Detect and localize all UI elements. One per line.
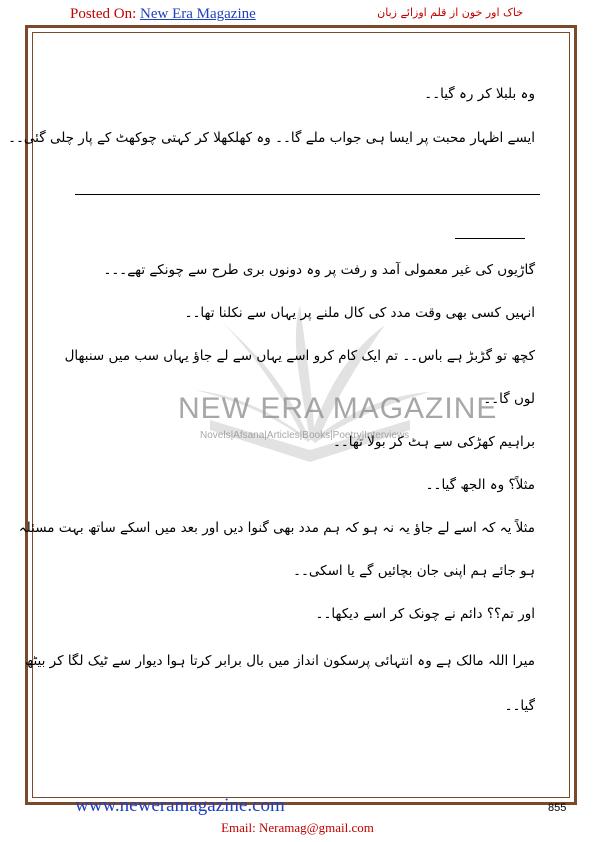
website-link[interactable]: www.neweramagazine.com xyxy=(75,795,285,816)
body-line: مثلاً؟ وہ الجھ گیا۔۔ xyxy=(425,477,535,493)
body-line: مثلاً یہ کہ اسے لے جاؤ یہ نہ ہو کہ ہم مدد بھی گنوا دیں اور بعد میں اسکے ساتھ بہت مسئلہ xyxy=(18,520,535,536)
posted-prefix: Posted On: xyxy=(70,6,141,22)
body-line: میرا اللہ مالک ہے وہ انتہائی پرسکون انداز میں بال برابر کرتا ہوا دیوار سے ٹیک لگا کر بیٹھ xyxy=(24,653,535,669)
body-line: ہو جائے ہم اپنی جان بچائیں گے یا اسکی۔۔ xyxy=(293,563,535,579)
body-line: لوں گا۔۔ xyxy=(483,391,535,407)
body-line: وہ بلبلا کر رہ گیا۔۔ xyxy=(424,86,535,102)
short-divider xyxy=(455,238,525,239)
watermark-subtitle: Novels|Afsana|Articles|Books|Poetry|Interviews xyxy=(200,430,410,441)
page-header xyxy=(0,0,595,26)
body-line: گاڑیوں کی غیر معمولی آمد و رفت پر وہ دونوں بری طرح سے چونکے تھے۔۔۔ xyxy=(103,262,535,278)
body-line: گیا۔۔ xyxy=(504,698,535,714)
contact-email: Email: Neramag@gmail.com xyxy=(221,820,374,835)
body-line: براہیم کھڑکی سے ہٹ کر بولا تھا۔۔ xyxy=(332,434,535,450)
body-line: ایسے اظہار محبت پر ایسا ہی جواب ملے گا۔۔ وہ کھلکھلا کر کہتی چوکھٹ کے پار چلی گئی۔۔ xyxy=(8,130,535,146)
watermark-title: NEW ERA MAGAZINE xyxy=(178,392,498,425)
body-line: انہیں کسی بھی وقت مدد کی کال ملنے پر یہاں سے نکلنا تھا۔۔ xyxy=(184,305,535,321)
section-divider xyxy=(75,194,540,195)
body-line: کچھ تو گڑبڑ ہے باس۔۔ تم ایک کام کرو اسے یہاں سے لے جاؤ یہاں سب میں سنبھال xyxy=(64,348,535,364)
body-line: اور تم؟؟ دائم نے چونک کر اسے دیکھا۔۔ xyxy=(315,606,535,622)
posted-on-label xyxy=(70,6,256,23)
magazine-link[interactable]: New Era Magazine xyxy=(140,6,256,22)
novel-title: خاک اور خون از قلم اوزائے زبان xyxy=(377,6,523,19)
page-number: 855 xyxy=(548,802,567,814)
